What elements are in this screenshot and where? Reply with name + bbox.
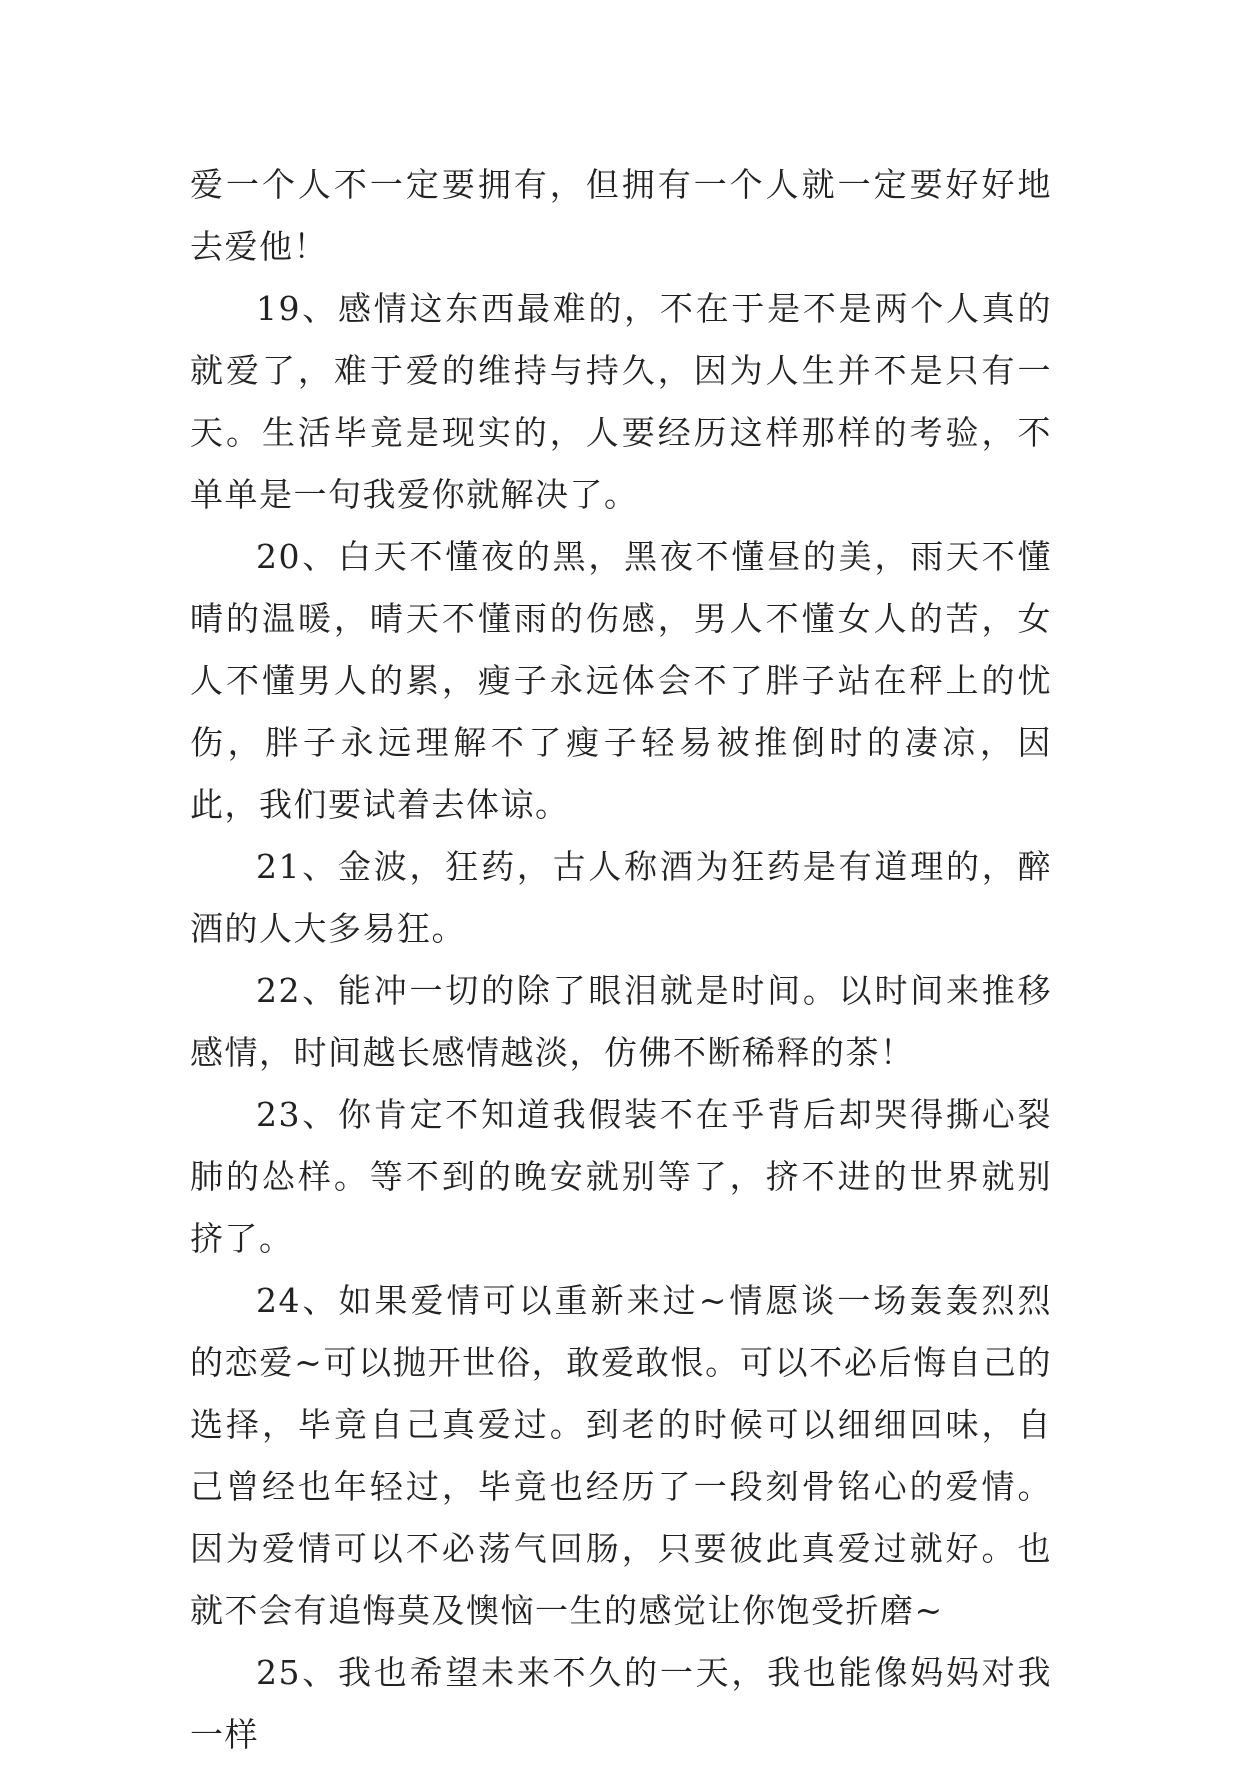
document-body xyxy=(190,154,1052,1766)
paragraph-25: 25、我也希望未来不久的一天，我也能像妈妈对我一样 xyxy=(190,1653,1052,1754)
paragraph-20: 20、白天不懂夜的黑，黑夜不懂昼的美，雨天不懂晴的温暖，晴天不懂雨的伤感，男人不懂女人的苦，女人不懂男人的累，瘦子永远体会不了胖子站在秤上的忧伤，胖子永远理解不了瘦子轻易被推倒时的凄凉，因此，我们要试着去体谅。 xyxy=(190,537,1052,824)
paragraph-19: 19、感情这东西最难的，不在于是不是两个人真的就爱了，难于爱的维持与持久，因为人生并不是只有一天。生活毕竟是现实的，人要经历这样那样的考验，不单单是一句我爱你就解决了。 xyxy=(190,289,1052,514)
paragraph-22: 22、能冲一切的除了眼泪就是时间。以时间来推移感情，时间越长感情越淡，仿佛不断稀释的茶！ xyxy=(190,971,1052,1072)
paragraph-23: 23、你肯定不知道我假装不在乎背后却哭得撕心裂肺的怂样。等不到的晚安就别等了，挤不进的世界就别挤了。 xyxy=(190,1095,1052,1258)
paragraph-21: 21、金波，狂药，古人称酒为狂药是有道理的，醉酒的人大多易狂。 xyxy=(190,847,1052,948)
paragraph-1: 爱一个人不一定要拥有，但拥有一个人就一定要好好地去爱他！ xyxy=(190,165,1052,266)
paragraph-24: 24、如果爱情可以重新来过~情愿谈一场轰轰烈烈的恋爱~可以抛开世俗，敢爱敢恨。可以不必后悔自己的选择，毕竟自己真爱过。到老的时候可以细细回味，自己曾经也年轻过，毕竟也经历了一段刻骨铭心的爱情。因为爱情可以不必荡气回肠，只要彼此真爱过就好。也就不会有追悔莫及懊恼一生的感觉让你饱受折磨~ xyxy=(190,1281,1052,1630)
